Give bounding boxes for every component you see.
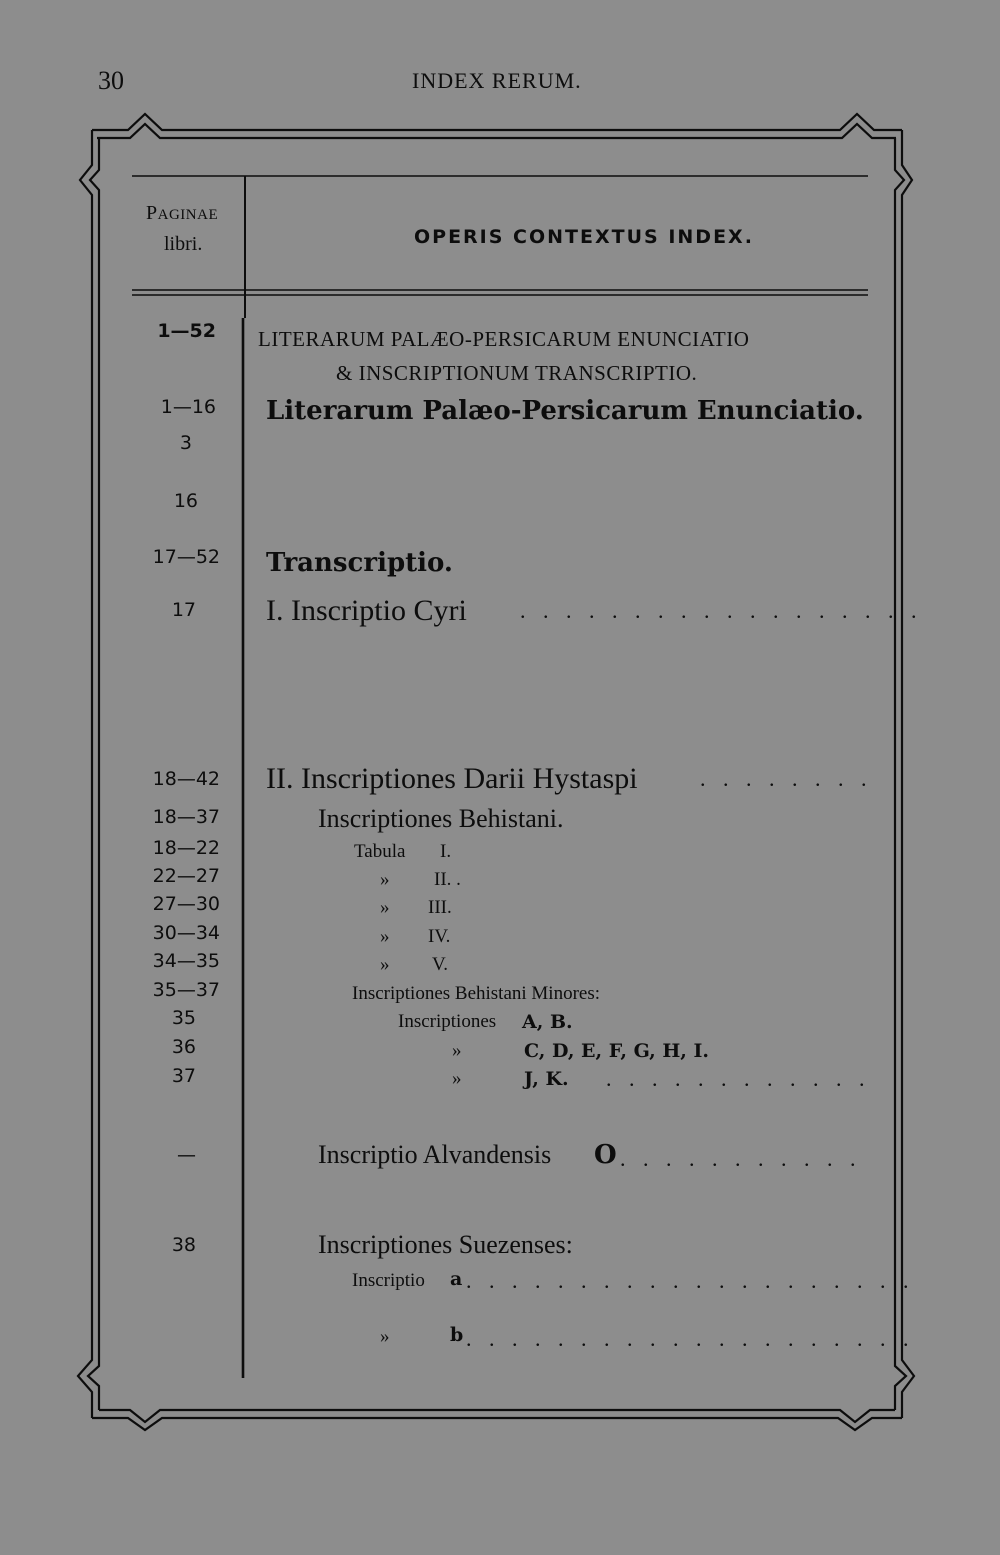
- toc-subentry: V.: [432, 954, 449, 975]
- page-ref: 22—27: [152, 865, 220, 887]
- page-ref: 16: [173, 490, 198, 512]
- ditto-mark: »: [380, 1326, 390, 1347]
- page-ref: 17: [171, 599, 196, 621]
- dot-leader: . . . . . . . .: [700, 766, 873, 791]
- page-number: 30: [98, 66, 124, 95]
- toc-subentry: A, B.: [522, 1011, 573, 1033]
- page-ref: 35: [171, 1007, 196, 1029]
- toc-subentry: J, K.: [524, 1068, 569, 1090]
- toc-subentry: Inscriptiones Behistani.: [318, 804, 564, 833]
- toc-entry: II. Inscriptiones Darii Hystaspi: [266, 762, 638, 795]
- page-ref: 34—35: [152, 950, 220, 972]
- dot-leader: . . . . . . . . . . .: [620, 1146, 862, 1171]
- toc-entry: O: [594, 1140, 617, 1170]
- page-ref: 38: [171, 1234, 196, 1256]
- page-ref: 18—22: [152, 837, 220, 859]
- pages-column-header: [146, 202, 218, 225]
- dot-leader: . . . . . . . . . . . . . . . . . . . .: [466, 1326, 915, 1351]
- page-ref: 17—52: [152, 546, 220, 568]
- ditto-mark: »: [452, 1068, 462, 1089]
- section-heading: Transcriptio.: [266, 548, 453, 578]
- page-ref: 36: [171, 1036, 196, 1058]
- page-ref: 27—30: [152, 893, 220, 915]
- toc-subentry: Tabula: [354, 841, 406, 862]
- page-ref: 37: [171, 1065, 196, 1087]
- ditto-mark: »: [380, 869, 390, 890]
- section-heading: Literarum Palæo-Persicarum Enunciatio.: [266, 396, 864, 426]
- dot-leader: . . . . . . . . . . . . . . . . . . . .: [466, 1268, 915, 1293]
- page-ref: 1—16: [160, 396, 216, 418]
- dot-leader: . . . . . . . . . . . . . . . . . .: [520, 598, 923, 623]
- toc-subentry: C, D, E, F, G, H, I.: [524, 1040, 710, 1062]
- page-ref: 18—42: [152, 768, 220, 790]
- page-ref: 3: [179, 432, 192, 454]
- toc-subentry: III.: [428, 897, 452, 918]
- toc-entry: I. Inscriptio Cyri: [266, 594, 467, 627]
- page-ref: 18—37: [152, 806, 220, 828]
- toc-entry: Inscriptio Alvandensis: [318, 1140, 552, 1169]
- toc-entry: Inscriptiones Suezenses:: [318, 1230, 573, 1259]
- ditto-mark: »: [380, 897, 390, 918]
- pages-header-rest: AGINAE: [157, 207, 219, 223]
- toc-subentry: II. .: [434, 869, 461, 890]
- toc-subentry: I.: [440, 841, 452, 862]
- toc-subentry: IV.: [428, 926, 451, 947]
- toc-subentry: Inscriptiones Behistani Minores:: [352, 983, 601, 1004]
- page-ref: —: [177, 1144, 196, 1166]
- main-heading-line1: LITERARUM PALÆO-PERSICARUM ENUNCIATIO: [258, 327, 750, 351]
- ditto-mark: »: [380, 926, 390, 947]
- ditto-mark: »: [452, 1040, 462, 1061]
- page-ref: 30—34: [152, 922, 220, 944]
- page-ref: 1—52: [157, 320, 216, 342]
- page-ref: 35—37: [152, 979, 220, 1001]
- toc-subentry: Inscriptiones: [398, 1011, 497, 1032]
- pages-header-initial: P: [146, 202, 158, 224]
- dot-leader: . . . . . . . . . . . .: [606, 1066, 871, 1091]
- toc-subentry: b: [450, 1324, 464, 1346]
- ditto-mark: »: [380, 954, 390, 975]
- contents-title: OPERIS CONTEXTUS INDEX.: [414, 226, 754, 248]
- toc-subentry: Inscriptio: [352, 1270, 425, 1291]
- pages-column-subheader: libri.: [164, 233, 203, 255]
- running-head: INDEX RERUM.: [412, 68, 582, 93]
- main-heading-line2: & INSCRIPTIONUM TRANSCRIPTIO.: [336, 361, 698, 385]
- toc-subentry: a: [450, 1268, 463, 1290]
